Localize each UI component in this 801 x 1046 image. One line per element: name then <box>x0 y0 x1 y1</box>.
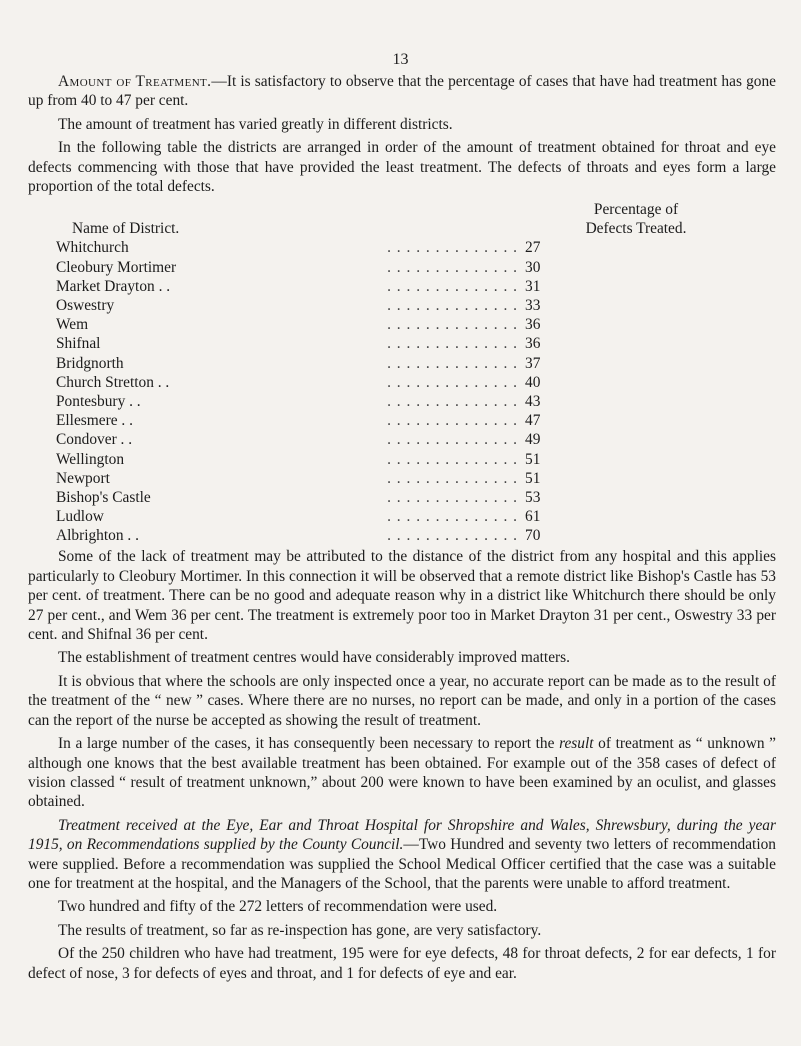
table-row <box>56 488 796 507</box>
percentage-value: 36 <box>525 316 541 334</box>
paragraph-table-intro: In the following table the districts are arranged in order of the amount of treatment obtained for throat and eye defects commencing with those that have provided the least treatment. The defects of throats and eyes form a large proportion of the total defects. <box>28 139 776 196</box>
percentage-value: 49 <box>525 431 541 449</box>
percentage-value: 61 <box>525 508 541 526</box>
leader-dots: . . . . . . . . . . . . . . <box>387 354 518 372</box>
district-name: Bridgnorth <box>56 354 124 372</box>
district-name: Whitchurch <box>56 239 129 257</box>
paragraph-varied: The amount of treatment has varied greatly in different districts. <box>58 115 453 133</box>
percentage-value: 27 <box>525 239 541 257</box>
district-name: Wem <box>56 316 89 334</box>
leader-dots: . . . . . . . . . . . . . . <box>387 527 518 545</box>
district-name: Wellington <box>56 450 125 468</box>
percentage-value: 40 <box>525 373 541 391</box>
leader-dots: . . . . . . . . . . . . . . <box>387 373 518 391</box>
percentage-value: 51 <box>525 469 541 487</box>
percentage-value: 70 <box>525 527 541 545</box>
table-row <box>56 411 796 430</box>
leader-dots: . . . . . . . . . . . . . . <box>387 392 518 410</box>
leader-dots: . . . . . . . . . . . . . . <box>387 469 518 487</box>
table-row <box>56 430 796 449</box>
district-name: Albrighton . . <box>56 527 139 545</box>
percentage-value: 43 <box>525 392 541 410</box>
table-row <box>56 277 796 296</box>
district-name: Church Stretton . . <box>56 373 170 391</box>
percentage-value: 31 <box>525 277 541 295</box>
table-row <box>56 526 796 545</box>
leader-dots: . . . . . . . . . . . . . . <box>387 297 518 314</box>
district-name: Cleobury Mortimer <box>56 258 177 276</box>
district-name: Bishop's Castle <box>56 488 151 506</box>
leader-dots: . . . . . . . . . . . . . . <box>387 239 518 257</box>
paragraph-inspection: It is obvious that where the schools are only inspected once a year, no accurate report can be made as to the result of the treatment of the “ new ” cases. Where there are no nurses, no report can be made, and only in a portion of the cases can the report of the nurse be accepted as showing the result of treatment. <box>28 672 776 729</box>
percentage-value: 37 <box>525 354 541 372</box>
after-table <box>28 547 776 983</box>
district-name: Shifnal <box>56 335 101 353</box>
table-row <box>56 315 796 334</box>
leader-dots: . . . . . . . . . . . . . . <box>387 450 518 468</box>
district-table <box>56 200 796 545</box>
paragraph-hospital: Treatment received at the Eye, Ear and Throat Hospital for Shropshire and Wales, Shrewsbury, during the year 1915, on Recommendations supplied by the County Council.—Two Hundred and seventy two letters of recommendation were supplied. Before a recommendation was supplied the School Medical Officer certified that the case was a suitable one for treatment at the hospital, and the Managers of the School, that the parents were unable to afford treatment. <box>28 816 776 892</box>
district-name: Market Drayton . . <box>56 277 171 295</box>
table-row <box>56 469 796 488</box>
leader-dots: . . . . . . . . . . . . . . <box>387 488 518 506</box>
table-row <box>56 507 796 526</box>
district-name: Newport <box>56 469 110 487</box>
percentage-value: 30 <box>525 258 541 276</box>
district-name: Oswestry <box>56 297 115 314</box>
paragraph-distance: Some of the lack of treatment may be attributed to the distance of the district from any hospital and this applies particularly to Cleobury Mortimer. In this connection it will be observed that a remote district like Bishop's Castle has 53 per cent. of treatment. There can be no good and adequate reason why in a district like Whitchurch there should be only 27 per cent., and Wem 36 per cent. The treatment is extremely poor too in Market Drayton 31 per cent., Oswestry 33 per cent. and Shifnal 36 per cent. <box>28 548 776 644</box>
paragraph-letters-used: Two hundred and fifty of the 272 letters of recommendation were used. <box>58 898 498 916</box>
percentage-value: 53 <box>525 488 541 506</box>
table-row <box>56 354 796 373</box>
table-header <box>56 200 796 238</box>
paragraph-children: Of the 250 children who have had treatment, 195 were for eye defects, 48 for throat defects, 2 for ear defects, 1 for defect of nose, 3 for defects of eyes and throat, and 1 for defects of eye and ear. <box>28 945 776 982</box>
leader-dots: . . . . . . . . . . . . . . <box>387 258 518 276</box>
leader-dots: . . . . . . . . . . . . . . <box>387 412 518 430</box>
table-row <box>56 258 796 277</box>
section-heading: Amount of Treatment. <box>58 73 212 90</box>
table-row <box>56 450 796 469</box>
intro-paragraph <box>28 72 776 111</box>
percentage-value: 36 <box>525 335 541 353</box>
paragraph-unknown: In a large number of the cases, it has consequently been necessary to report the result of treatment as “ unknown ” although one knows that the best available treatment has been obtained. For example out of the 358 cases of defect of vision classed “ result of treatment unknown,” about 200 were known to have been examined by an oculist, and glasses obtained. <box>28 735 776 811</box>
paragraph-centres: The establishment of treatment centres would have considerably improved matters. <box>58 649 571 667</box>
leader-dots: . . . . . . . . . . . . . . <box>387 277 518 295</box>
table-row <box>56 373 796 392</box>
intro-text: —It is satisfactory to observe that the percentage of cases that have had treatment has gone up from 40 to 47 per cent. <box>28 73 776 110</box>
percentage-value: 47 <box>525 412 541 430</box>
table-row <box>56 392 796 411</box>
page-number: 13 <box>392 51 409 68</box>
percentage-value: 51 <box>525 450 541 468</box>
leader-dots: . . . . . . . . . . . . . . <box>387 508 518 526</box>
table-row <box>56 238 796 257</box>
district-name: Ludlow <box>56 508 104 526</box>
hospital-heading: Treatment received at the Eye, Ear and Throat Hospital for Shropshire and Wales, Shrewsbury, during the year 1915, on Recommendations supplied by the County Council. <box>28 816 776 854</box>
leader-dots: . . . . . . . . . . . . . . <box>387 431 518 449</box>
paragraph-results: The results of treatment, so far as re-inspection has gone, are very satisfactory. <box>58 921 542 939</box>
leader-dots: . . . . . . . . . . . . . . <box>387 316 518 334</box>
column-header-percentage: Percentage of Defects Treated. <box>585 201 687 238</box>
leader-dots: . . . . . . . . . . . . . . <box>387 335 518 353</box>
column-header-name: Name of District. <box>72 220 180 238</box>
table-rows <box>56 238 796 545</box>
document-body <box>28 72 776 987</box>
district-name: Ellesmere . . <box>56 412 133 430</box>
district-name: Pontesbury . . <box>56 392 141 410</box>
percentage-value: 33 <box>525 297 541 314</box>
table-row <box>56 296 796 315</box>
district-name: Condover . . <box>56 431 133 449</box>
table-row <box>56 334 796 353</box>
